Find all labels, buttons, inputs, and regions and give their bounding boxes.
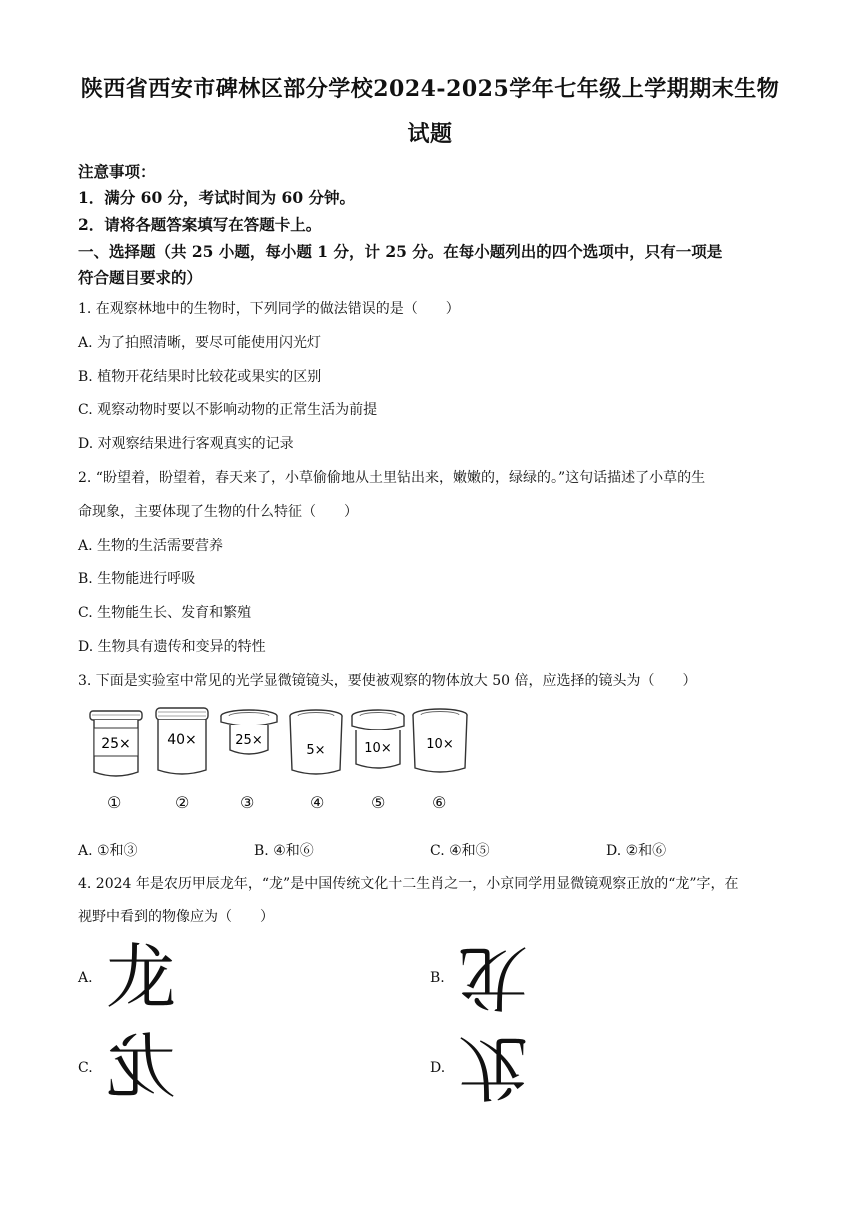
notice-item-1: 1．满分 60 分，考试时间为 60 分钟。 — [78, 188, 356, 207]
lens-4 — [286, 706, 346, 786]
q4-stem-line1: 4. 2024 年是农历甲辰龙年，“龙”是中国传统文化十二生肖之一，小京同学用显微镜观察正放的“龙”字，在 — [78, 876, 739, 892]
q3-option-d: D. ②和⑥ — [606, 843, 667, 859]
exam-title-line1: 陕西省西安市碑林区部分学校2024-2025学年七年级上学期期末生物 — [80, 76, 780, 102]
q1-option-d: D. 对观察结果进行客观真实的记录 — [78, 436, 294, 452]
exam-title-line2: 试题 — [407, 121, 453, 147]
lens-5 — [348, 706, 408, 786]
q2-option-a: A. 生物的生活需要营养 — [78, 538, 224, 554]
lens-5-label: 10× — [364, 741, 392, 756]
section-heading-line1: 一、选择题（共 25 小题，每小题 1 分，计 25 分。在每小题列出的四个选项中，只有一项是 — [78, 242, 723, 261]
lens-6-number: ⑥ — [432, 793, 447, 812]
lens-3-label: 25× — [235, 733, 263, 748]
lens-1-number: ① — [107, 793, 122, 812]
lens-figure — [80, 706, 480, 818]
notice-header: 注意事项： — [78, 162, 156, 181]
lens-5-number: ⑤ — [371, 793, 386, 812]
q3-stem: 3. 下面是实验室中常见的光学显微镜镜头，要使被观察的物体放大 50 倍，应选择的镜头为（ ） — [78, 673, 697, 689]
lens-2-label: 40× — [167, 732, 197, 748]
q4-stem-line2: 视野中看到的物像应为（ ） — [78, 909, 274, 925]
lens-4-label: 5× — [306, 743, 326, 758]
q2-stem-line1: 2. “盼望着，盼望着，春天来了，小草偷偷地从土里钻出来，嫩嫩的，绿绿的。”这句话描述了小草的生 — [78, 470, 706, 486]
lens-3 — [218, 706, 280, 786]
q4-option-d-image: 龙 — [458, 1026, 528, 1108]
q2-option-d: D. 生物具有遗传和变异的特性 — [78, 639, 266, 655]
q4-option-a-label: A. — [78, 970, 93, 986]
q1-option-a: A. 为了拍照清晰，要尽可能使用闪光灯 — [78, 335, 322, 351]
lens-4-number: ④ — [310, 793, 325, 812]
q4-option-c-label: C. — [78, 1060, 93, 1076]
lens-2-number: ② — [175, 793, 190, 812]
lens-1-label: 25× — [101, 736, 131, 752]
section-heading-line2: 符合题目要求的） — [78, 268, 203, 287]
q3-option-b: B. ④和⑥ — [254, 843, 314, 859]
lens-3-number: ③ — [240, 793, 255, 812]
q1-option-c: C. 观察动物时要以不影响动物的正常生活为前提 — [78, 402, 378, 418]
q4-option-d-label: D. — [430, 1060, 446, 1076]
q3-option-c: C. ④和⑤ — [430, 843, 490, 859]
q1-stem: 1. 在观察林地中的生物时，下列同学的做法错误的是（ ） — [78, 301, 460, 317]
q4-option-c-image: 龙 — [106, 1026, 176, 1108]
q2-stem-line2: 命现象，主要体现了生物的什么特征（ ） — [78, 504, 358, 520]
q2-option-b: B. 生物能进行呼吸 — [78, 571, 196, 587]
q1-option-b: B. 植物开花结果时比较花或果实的区别 — [78, 369, 322, 385]
lens-2 — [152, 706, 212, 786]
lens-6 — [410, 706, 470, 786]
notice-item-2: 2．请将各题答案填写在答题卡上。 — [78, 215, 322, 234]
q4-option-a-image: 龙 — [106, 936, 176, 1018]
q2-option-c: C. 生物能生长、发育和繁殖 — [78, 605, 252, 621]
lens-6-label: 10× — [426, 737, 454, 752]
q3-option-a: A. ①和③ — [78, 843, 138, 859]
q4-option-b-label: B. — [430, 970, 445, 986]
lens-1 — [86, 706, 146, 786]
q4-option-b-image: 龙 — [458, 936, 528, 1018]
